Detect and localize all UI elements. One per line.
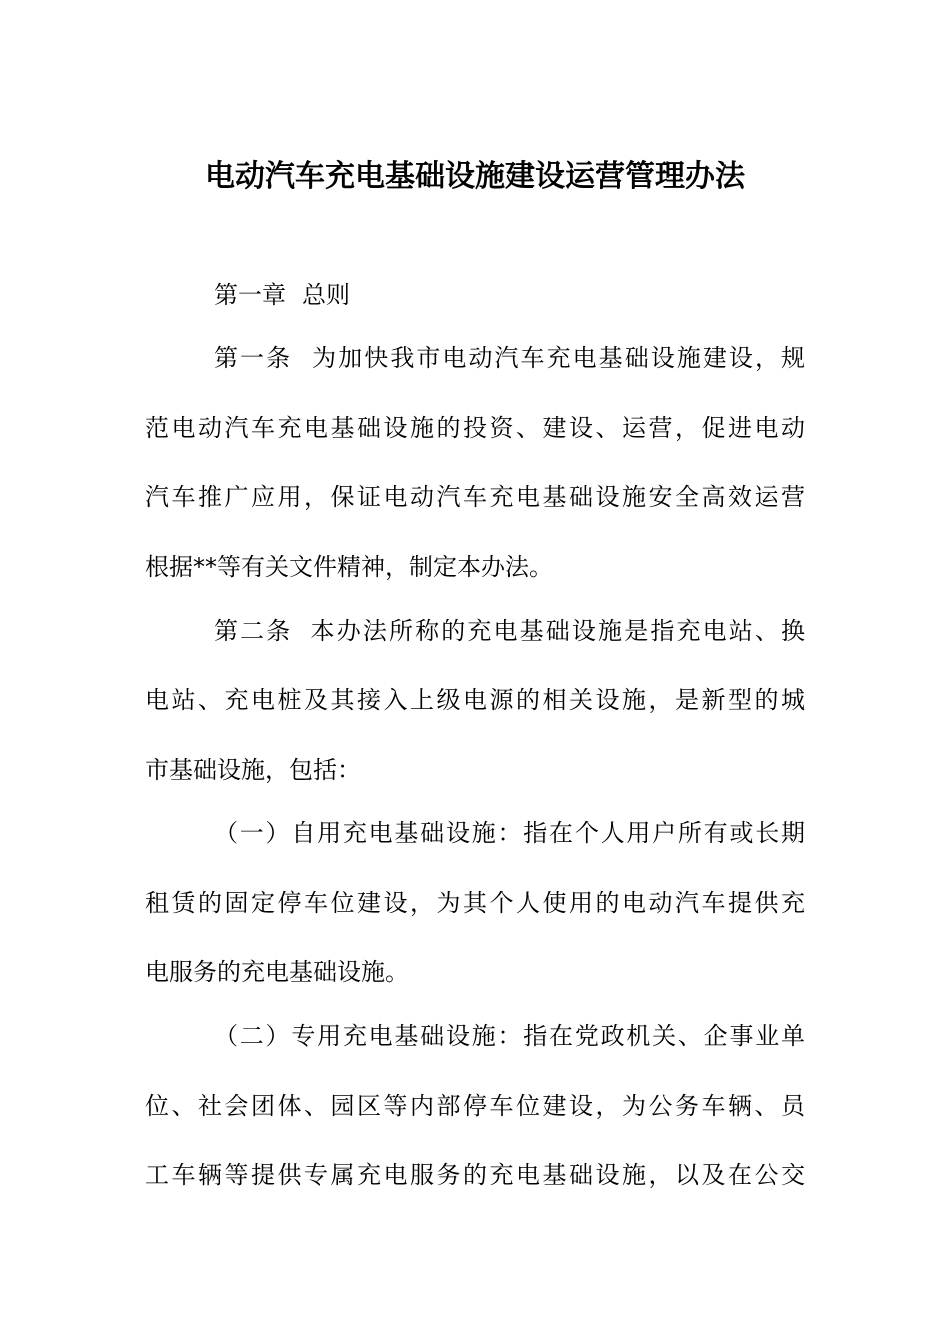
article-1-line-3: 汽车推广应用，保证电动汽车充电基础设施安全高效运营 — [145, 483, 805, 511]
article-1-line-4: 根据**等有关文件精神，制定本办法。 — [145, 553, 553, 581]
article-1-label: 第一条 — [214, 344, 293, 372]
item-2-line-1: （二）专用充电基础设施：指在党政机关、企事业单 — [214, 1022, 805, 1050]
article-1-line-1 — [214, 340, 805, 376]
item-2-line-3: 工车辆等提供专属充电服务的充电基础设施，以及在公交 — [145, 1161, 805, 1189]
article-1-line-2: 范电动汽车充电基础设施的投资、建设、运营，促进电动 — [145, 414, 805, 442]
article-2-line-3: 市基础设施，包括： — [145, 756, 361, 784]
item-1-line-1: （一）自用充电基础设施：指在个人用户所有或长期 — [214, 819, 805, 847]
article-2-label: 第二条 — [214, 617, 293, 645]
chapter-heading — [214, 277, 805, 313]
article-2-text: 本办法所称的充电基础设施是指充电站、换 — [308, 617, 805, 645]
item-1-line-2: 租赁的固定停车位建设，为其个人使用的电动汽车提供充 — [145, 889, 805, 917]
chapter-number: 第一章 — [214, 281, 286, 309]
item-1-line-3: 电服务的充电基础设施。 — [145, 958, 409, 986]
document-title: 电动汽车充电基础设施建设运营管理办法 — [205, 159, 745, 194]
item-2-line-2: 位、社会团体、园区等内部停车位建设，为公务车辆、员 — [145, 1092, 805, 1120]
article-1-text: 为加快我市电动汽车充电基础设施建设，规 — [310, 344, 805, 372]
article-2-line-1 — [214, 613, 805, 649]
article-2-line-2: 电站、充电桩及其接入上级电源的相关设施，是新型的城 — [145, 686, 805, 714]
chapter-name: 总则 — [302, 281, 350, 309]
